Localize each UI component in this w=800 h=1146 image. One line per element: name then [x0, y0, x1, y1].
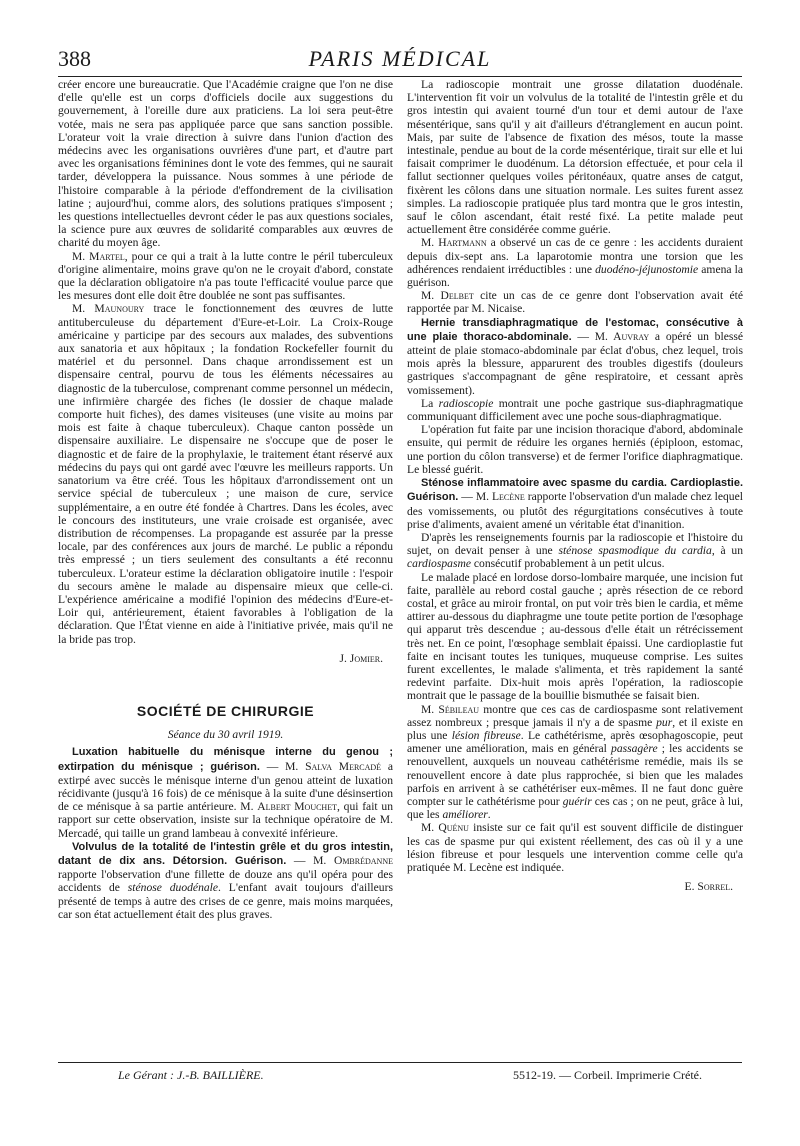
session-date: Séance du 30 avril 1919.: [167, 728, 284, 742]
page-header: [58, 46, 742, 74]
paragraph: La radioscopie montrait une grosse dilatation duodénale. L'intervention fit voir un volvulus de la totalité de l'intestin grêle et du gros intestin qui avaient tourné d'un tour et demi autour de l'axe mésentérique, sans qu'il y ait d'ailleurs d'étranglement en aucun point. Mais, par suite de l'absence de fixation des mésos, toute la masse intestinale, pendue au bout de la corde mésentérique, tirait sur elle et lui faisait comprimer le duodénum. La détorsion effectuée, et pour cela il fallut sectionner quelques voiles péritonéaux, quatre anses de catgut, fixèrent les côlons dans une situation normale. Les suites furent assez simples. La radioscopie pratiquée plus tard montra que le gros intestin, sauf le côlon ascendant, était resté fixé. La petite malade peut actuellement être considérée comme guérie.: [407, 78, 743, 237]
paragraph: créer encore une bureaucratie. Que l'Académie craigne que l'on ne dise d'elle qu'elle est un corps d'officiels docile aux suggestions du gouvernement, à l'oreille dure aux praticiens. La loi sera peut-être votée, mais ne sera pas appliquée parce que sans sanction possible. L'orateur voit la vraie direction à suivre dans l'union d'action des médecins avec les organisations ouvrières d'une part, et d'autre part avec les organisations féminines dont le vote des femmes, qui ne saurait tarder, développera la puissance. Nous sommes à une période de l'histoire comparable à la période d'effondrement de la civilisation latine ; aujourd'hui, comme alors, des solutions pratiques s'imposent ; les questions intellectuelles devront céder le pas aux questions sociales, la science pure aux œuvres de solidarité comparables aux œuvres de charité du moyen âge.: [58, 78, 393, 250]
running-title: PARIS MÉDICAL: [308, 46, 492, 71]
footer-right: 5512-19. — Corbeil. Imprimerie Crété.: [513, 1068, 702, 1082]
footer-rule: [58, 1062, 742, 1063]
subheading: Sténose inflammatoire avec spasme du cardia. Cardioplastie. Guérison.: [407, 477, 743, 504]
paragraph: M. Maunoury trace le fonctionnement des œuvres de lutte antituberculeuse du département d'Eure-et-Loir. La Croix-Rouge américaine y participe par des secours aux malades, des subventions aux sanatoria et aux hôpitaux ; la fondation Rockefeller fournit du matériel et du personnel. Dans chaque arrondissement est un dispensaire central, pourvu de tous les éléments nécessaires au diagnostic de la tuberculose, comprenant comme personnel un médecin, une infirmière chargée des fiches (le dossier de chaque malade comporte huit fiches), des dames visiteuses (une visite au moins par mois est faite à chaque tuberculeux). Chaque canton possède un dispensaire auxiliaire. Le dispensaire ne s'occupe que de poser le diagnostic et de faire de la prophylaxie, le traitement étant réservé aux médecins du pays qui ont gardé avec l'œuvre les meilleurs rapports. Un sanatorium va être créé. Tous les hôpitaux d'arrondissement ont un service spécial de tuberculeux ; une maison de cure, service supplémentaire, a en outre été fondée à Chartres. Dans les écoles, avec le concours des instituteurs, une vraie croisade est organisée, avec distribution de récompenses. La propagande est assurée par la presse locale, par des conférences aux jours de marché. Le public a répondu très empressé ; un tiers seulement des consultants a été reconnu tuberculeux. L'orateur estime la déclaration obligatoire inutile : l'espoir du secours amène le malade au dispensaire mieux que celle-ci. L'expérience américaine a modifié l'opinion des médecins d'Eure-et-Loir qui, antérieurement, étaient favorables à l'obligation de la déclaration. Que l'État vienne en aide à l'initiative privée, mais qu'il ne la bride pas trop.: [58, 302, 393, 646]
paragraph: Hernie transdiaphragmatique de l'estomac, consécutive à une plaie thoraco-abdominale. — M. Auvray a opéré un blessé atteint de plaie stomaco-abdominale par éclat d'obus, chez lequel, trois mois après la blessure, apparurent des troubles digestifs (douleurs gastriques s'accompagnant de gêne respiratoire, et cessant après vomissement).: [407, 316, 744, 397]
paragraph: M. Sébileau montre que ces cas de cardiospasme sont relativement assez nombreux ; presque jamais il n'y a de spasme pur, et il existe en plus une lésion fibreuse. Le cathétérisme, après œsophagoscopie, peut amener une amélioration, mais en général passagère ; les accidents se renouvellent, auxquels un nouveau cathétérisme remédie, mais ils se renouvellent encore à date plus rapprochée, si bien que les malades parfois en arrivent à se cathétériser eux-mêmes. Il ne faut donc guère compter sur le cathétérisme pour guérir ces cas ; on ne peut, grâce à lui, que les améliorer.: [407, 702, 744, 822]
signature: J. Jomier.: [339, 651, 383, 665]
signature: E. Sorrel.: [684, 880, 733, 894]
paragraph: M. Martel, pour ce qui a trait à la lutte contre le péril tuberculeux d'origine alimentaire, moins grave qu'on ne le croyait d'abord, constate que la déclaration obligatoire n'a pas toute l'efficacité voulue parce que les mesures dont elle doit être doublée ne sont pas suffisantes.: [58, 249, 393, 303]
subheading: Volvulus de la totalité de l'intestin grêle et du gros intestin, datant de dix ans. Détorsion. Guérison.: [58, 840, 393, 867]
paragraph: Luxation habituelle du ménisque interne du genou ; extirpation du ménisque ; guérison. — M. Salva Mercadé a extirpé avec succès le ménisque interne d'un genou atteint de luxation récidivante (jusqu'à 16 fois) de ce ménisque à la suite d'une désinsertion de ce ménisque à sa partie antérieure. M. Albert Mouchet, qui fait un rapport sur cette observation, insiste sur la technique opératoire de M. Mercadé, qui taille un grand lambeau à convexité inférieure.: [58, 746, 394, 840]
paragraph: M. Delbet cite un cas de ce genre dont l'observation avait été rapportée par M. Nicaise.: [407, 289, 743, 316]
paragraph: M. Quénu insiste sur ce fait qu'il est souvent difficile de distinguer les cas de spasme pur qui existent réellement, des cas où il y a une lésion fibreuse et pour lesquels une intervention comme celle qu'a pratiquée M. Lecène est indiquée.: [407, 821, 743, 874]
paragraph: M. Hartmann a observé un cas de ce genre : les accidents duraient depuis dix-sept ans. La laparotomie montra une torsion que les adhérences rendaient irréductibles : une duodéno-jéjunostomie amena la guérison.: [407, 236, 744, 290]
speaker-name: M. Maunoury: [72, 302, 145, 316]
subheading: Luxation habituelle du ménisque interne du genou ; extirpation du ménisque ; guérison.: [58, 746, 393, 773]
header-rule: [58, 76, 742, 77]
subheading: Hernie transdiaphragmatique de l'estomac, consécutive à une plaie thoraco-abdominale.: [407, 316, 743, 343]
paragraph: Sténose inflammatoire avec spasme du cardia. Cardioplastie. Guérison. — M. Lecène rapporte l'observation d'un malade chez lequel des vomissements, ou plutôt des régurgitations consécutives à toute prise d'aliments, avaient amené un véritable état d'inanition.: [407, 477, 743, 531]
right-column: [407, 78, 743, 893]
speaker-name: M. Martel,: [72, 249, 128, 263]
paragraph: L'opération fut faite par une incision thoracique d'abord, abdominale ensuite, qui permit de réduire les organes herniés (épiploon, estomac, une portion du côlon transverse) et de fermer l'orifice diaphragmatique. Le blessé guérit.: [407, 423, 743, 476]
paragraph: Le malade placé en lordose dorso-lombaire marquée, une incision fut faite, parallèle au rebord costal gauche ; après résection de ce rebord costal, et grâce au miroir frontal, on put voir très bien le cardia, et même attirer au-dessous du diaphragme une toute petite portion de l'œsophage qui apparut très descendue ; au-dessous d'elle était un rétrécissement très net. En ce point, l'œsophage semblait épaissi. Une cardioplastie fut faite en incisant toutes les tuniques, muqueuse comprise. Les suites furent excellentes, le malade s'alimenta, et très rapidement la santé redevint parfaite. Dix-huit mois après l'opération, la radioscopie montrait que le passage de la bouillie bismuthée se faisait bien.: [407, 570, 743, 703]
section-title: SOCIÉTÉ DE CHIRURGIE: [136, 702, 315, 719]
footer-left: Le Gérant : J.-B. BAILLIÈRE.: [118, 1068, 264, 1082]
page-number: 388: [58, 46, 91, 71]
paragraph: La radioscopie montrait une poche gastrique sus-diaphragmatique communiquant difficilement avec une poche sous-diaphragmatique.: [407, 396, 743, 424]
left-column: [58, 78, 393, 921]
paragraph: D'après les renseignements fournis par la radioscopie et l'histoire du sujet, on devait penser à une sténose spasmodique du cardia, à un cardiospasme consécutif probablement à un petit ulcus.: [407, 530, 743, 571]
paragraph: Volvulus de la totalité de l'intestin grêle et du gros intestin, datant de dix ans. Détorsion. Guérison. — M. Ombrédanne rapporte l'observation d'une fillette de douze ans qu'il opéra pour des accidents de sténose duodénale. L'enfant avait toujours d'ailleurs présenté de temps à autre des crises de ce genre, mais moins marquées, car son état actuellement était des plus graves.: [58, 840, 393, 921]
